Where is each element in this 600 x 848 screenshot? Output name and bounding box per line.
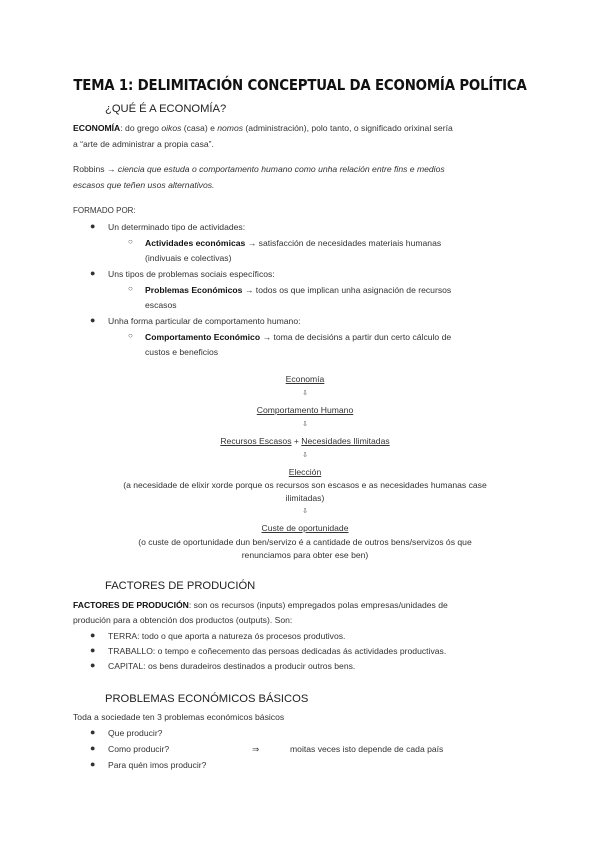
formado-subitem-line2: (indivuais e colectivas) — [145, 253, 232, 263]
section-heading-problemas: PROBLEMAS ECONÓMICOS BÁSICOS — [105, 693, 309, 705]
definition-text: : do grego — [120, 123, 162, 133]
bullet-icon: ● — [90, 221, 96, 231]
bullet-icon: ● — [90, 645, 96, 655]
formado-item: Uns tipos de problemas sociais específicos: — [108, 269, 275, 279]
bullet-icon: ● — [90, 660, 96, 670]
section-heading-economia: ¿QUÉ É A ECONOMÍA? — [105, 103, 227, 115]
flow-eleccion: Elección — [288, 467, 322, 477]
down-arrow-icon: ⇩ — [302, 390, 308, 397]
robbins-text: ciencia que estuda o comportamento humano como unha relación entre fins e medios — [117, 164, 445, 174]
problema-item: Para quén imos producir? — [108, 760, 207, 770]
down-arrow-icon: ⇩ — [302, 508, 308, 515]
formado-subitem — [145, 236, 441, 251]
bullet-icon: ● — [90, 759, 96, 769]
formado-subitem-line2: escasos — [145, 300, 177, 310]
flow-recursos: Recursos Escasos — [220, 436, 292, 446]
factores-definition — [73, 598, 543, 613]
subitem-text: → toma de decisións a partir dun certo cálculo de — [260, 332, 452, 342]
factores-definition-line2: produción para a obtención dos productos (outputs). Son: — [73, 615, 293, 625]
bullet-icon: ● — [90, 315, 96, 325]
flow-economia: Economía — [285, 374, 325, 384]
flow-plus: + — [291, 436, 302, 446]
page-title: TEMA 1: DELIMITACIÓN CONCEPTUAL DA ECONOMÍA POLÍTICA — [73, 76, 527, 94]
problemas-intro: Toda a sociedade ten 3 problemas económicos básicos — [73, 712, 285, 722]
economia-label: ECONOMÍA — [73, 123, 121, 133]
problema-note: moitas veces isto depende de cada país — [290, 744, 444, 754]
oikos-term: oikos — [161, 123, 182, 133]
bullet-icon: ● — [90, 630, 96, 640]
flow-custe-note-line2: renunciamos para obter ese ben) — [241, 550, 369, 560]
nomos-term: nomos — [217, 123, 244, 133]
down-arrow-icon: ⇩ — [302, 452, 308, 459]
economia-definition — [73, 121, 533, 136]
robbins-definition-line2: escasos que teñen usos alternativos. — [73, 180, 215, 190]
subitem-label: Problemas Económicos — [145, 285, 243, 295]
formado-subitem-line2: custos e beneficios — [145, 347, 219, 357]
formado-subitem — [145, 283, 451, 298]
implies-arrow-icon: ⇒ — [252, 744, 260, 754]
definition-text: (casa) e — [181, 123, 218, 133]
flow-recursos-necesidades — [60, 435, 550, 448]
flow-comportamento: Comportamento Humano — [256, 405, 354, 415]
formado-item: Unha forma particular de comportamento humano: — [108, 316, 301, 326]
factor-item-capital: CAPITAL: os bens duradeiros destinados a producir outros bens. — [108, 661, 356, 671]
formado-subitem — [145, 330, 451, 345]
robbins-definition — [73, 162, 543, 177]
circle-bullet-icon: ○ — [128, 237, 133, 246]
robbins-name: Robbins → — [73, 164, 118, 174]
flow-custe: Custe de oportunidade — [261, 523, 349, 533]
problema-item: Que producir? — [108, 728, 163, 738]
factores-label: FACTORES DE PRODUCIÓN — [73, 600, 189, 610]
bullet-icon: ● — [90, 743, 96, 753]
factores-text: : son os recursos (inputs) empregados polas empresas/unidades de — [188, 600, 448, 610]
down-arrow-icon: ⇩ — [302, 421, 308, 428]
circle-bullet-icon: ○ — [128, 331, 133, 340]
factor-item-terra: TERRA: todo o que aporta a natureza ós procesos produtivos. — [108, 631, 346, 641]
formado-item: Un determinado tipo de actividades: — [108, 222, 246, 232]
subitem-text: → todos os que implican unha asignación de recursos — [242, 285, 452, 295]
bullet-icon: ● — [90, 268, 96, 278]
circle-bullet-icon: ○ — [128, 284, 133, 293]
factor-item-traballo: TRABALLO: o tempo e coñecemento das persoas dedicadas ás actividades productivas. — [108, 646, 447, 656]
formado-por-label: FORMADO POR: — [73, 206, 136, 215]
economia-definition-line2: a “arte de administrar a propia casa”. — [73, 139, 214, 149]
flow-necesidades: Necesidades Ilimitadas — [301, 436, 390, 446]
definition-text: (administración), polo tanto, o significado orixinal sería — [243, 123, 453, 133]
subitem-text: → satisfacción de necesidades materiais humanas — [245, 238, 442, 248]
section-heading-factores: FACTORES DE PRODUCIÓN — [105, 580, 256, 592]
problema-item: Como producir? — [108, 744, 170, 754]
flow-eleccion-note-line2: ilimitadas) — [285, 493, 325, 503]
flow-eleccion-note: (a necesidade de elixir xorde porque os recursos son escasos e as necesidades humanas case — [123, 480, 487, 490]
bullet-icon: ● — [90, 727, 96, 737]
subitem-label: Actividades económicas — [145, 238, 246, 248]
flow-custe-note: (o custe de oportunidade dun ben/servizo é a cantidade de outros bens/servizos ós que — [138, 537, 472, 547]
subitem-label: Comportamento Económico — [145, 332, 261, 342]
